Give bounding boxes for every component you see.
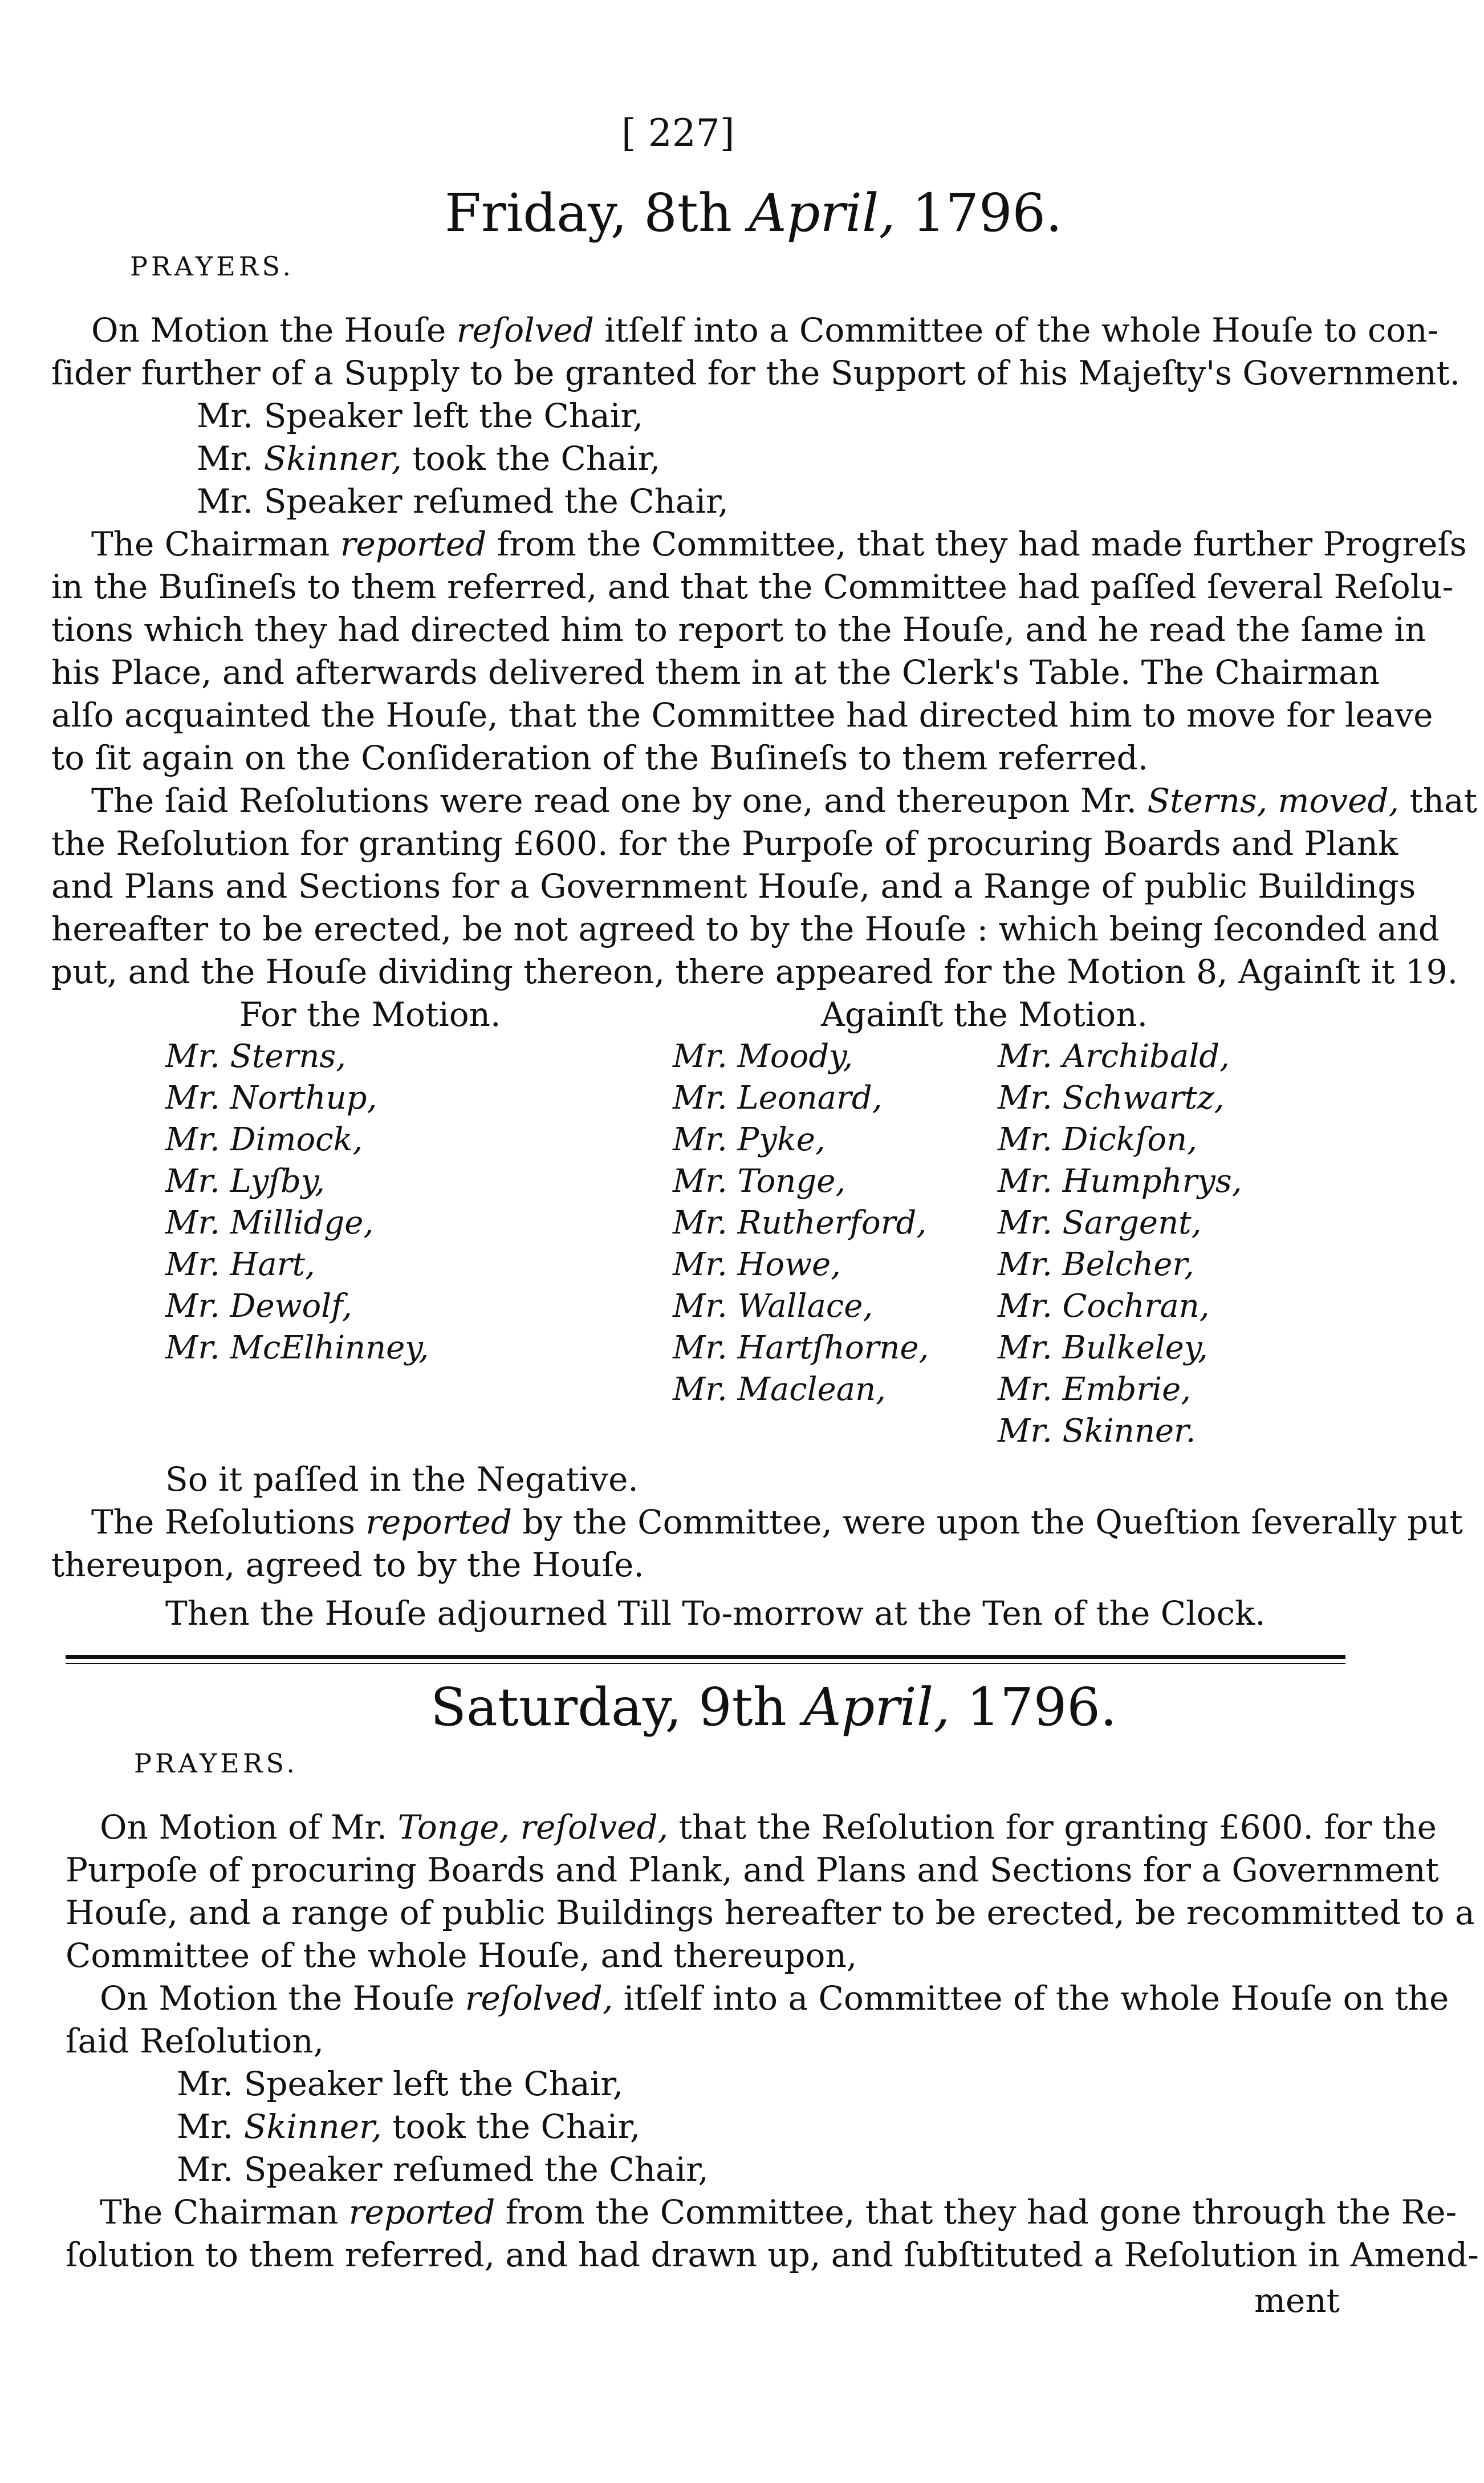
skinner-chair-line: Mr. Skinner, took the Chair, [197,439,661,478]
vote-name: Mr. Hartſhorne, [673,1329,929,1366]
saturday-paragraph-3-line: ſolution to them referred, and had drawn up, and ſubſtituted a Reſolution in Amend- [66,2235,1479,2274]
skinner-chair-line: Mr. Skinner, took the Chair, [177,2107,641,2146]
adjourned-line: Then the Houſe adjourned Till To-morrow at the Ten of the Clock. [165,1594,1266,1633]
page-number: [ 227] [621,111,735,155]
vote-name: Mr. Maclean, [673,1371,886,1408]
friday-heading: Friday, 8th April, 1796. [445,182,1063,244]
friday-paragraph-3-line: and Plans and Sections for a Government Houſe, and a Range of public Buildings [51,867,1416,906]
vote-name: Mr. Howe, [673,1246,841,1283]
friday-paragraph-2-line: to ſit again on the Conſideration of the Buſineſs to them referred. [51,739,1149,777]
vote-name: Mr. Embrie, [998,1371,1192,1408]
speaker-resumed-line: Mr. Speaker reſumed the Chair, [177,2150,709,2189]
vote-name: Mr. Northup, [165,1080,377,1117]
section-divider-thin [66,1663,1345,1664]
vote-name: Mr. Dickſon, [998,1121,1197,1158]
speaker-resumed-line: Mr. Speaker reſumed the Chair, [197,482,729,521]
friday-paragraph-2-line: The Chairman reported from the Committee, that they had made further Progreſs [91,525,1467,563]
vote-name: Mr. Dimock, [165,1121,363,1158]
friday-paragraph-3-line: the Reſolution for granting £600. for the Purpoſe of procuring Boards and Plank [51,824,1398,863]
vote-name: Mr. Tonge, [673,1163,846,1200]
vote-name: Mr. Humphrys, [998,1163,1242,1200]
saturday-paragraph-2-line: ſaid Reſolution, [66,2022,324,2060]
saturday-paragraph-1-line: Houſe, and a range of public Buildings hereafter to be erected, be recommitted to a [66,1893,1475,1932]
saturday-paragraph-3-line: The Chairman reported from the Committee, that they had gone through the Re- [100,2193,1457,2232]
vote-name: Mr. Sargent, [998,1204,1202,1242]
vote-name: Mr. Sterns, [165,1038,346,1075]
friday-paragraph-1-line: On Motion the Houſe reſolved itſelf into a Committee of the whole Houſe to con- [91,311,1439,350]
vote-name: Mr. Belcher, [998,1246,1194,1283]
vote-name: Mr. Rutherford, [673,1204,927,1242]
friday-paragraph-3-line: put, and the Houſe dividing thereon, there appeared for the Motion 8, Againſt it 19. [51,952,1458,991]
vote-name: Mr. Pyke, [673,1121,826,1158]
for-motion-header: For the Motion. [239,995,501,1034]
vote-name: Mr. Leonard, [673,1080,883,1117]
vote-name: Mr. Archibald, [998,1038,1230,1075]
vote-name: Mr. Lyſby, [165,1163,325,1200]
saturday-paragraph-2-line: On Motion the Houſe reſolved, itſelf into a Committee of the whole Houſe on the [100,1979,1449,2018]
vote-name: Mr. Dewolf, [165,1288,352,1325]
negative-line: So it paſſed in the Negative. [165,1460,639,1499]
saturday-paragraph-1-line: Committee of the whole Houſe, and thereupon, [66,1936,857,1975]
speaker-left-line: Mr. Speaker left the Chair, [177,2064,624,2103]
vote-name: Mr. Cochran, [998,1288,1210,1325]
against-motion-header: Againſt the Motion. [821,995,1148,1034]
saturday-paragraph-1-line: Purpoſe of procuring Boards and Plank, and Plans and Sections for a Government [66,1851,1439,1889]
vote-name: Mr. Millidge, [165,1204,374,1242]
friday-paragraph-4-line: thereupon, agreed to by the Houſe. [51,1545,644,1584]
friday-paragraph-3-line: hereafter to be erected, be not agreed to by the Houſe : which being ſeconded and [51,910,1440,948]
friday-paragraph-2-line: tions which they had directed him to report to the Houſe, and he read the ſame in [51,610,1426,649]
vote-name: Mr. Bulkeley, [998,1329,1208,1366]
friday-paragraph-4-line: The Reſolutions reported by the Committee, were upon the Queſtion ſeverally put [91,1503,1463,1541]
section-divider-thick [66,1655,1345,1659]
vote-name: Mr. Moody, [673,1038,853,1075]
speaker-left-line: Mr. Speaker left the Chair, [197,396,644,435]
friday-paragraph-2-line: alſo acquainted the Houſe, that the Committee had directed him to move for leave [51,696,1433,735]
prayers-label: PRAYERS. [130,251,295,282]
friday-paragraph-1-line: ſider further of a Supply to be granted for the Support of his Majeſty's Government. [51,354,1461,392]
saturday-heading: Saturday, 9th April, 1796. [430,1677,1117,1738]
saturday-paragraph-1-line: On Motion of Mr. Tonge, reſolved, that the Reſolution for granting £600. for the [100,1808,1437,1847]
friday-paragraph-3-line: The ſaid Reſolutions were read one by one, and thereupon Mr. Sterns, moved, that [91,781,1478,820]
vote-name: Mr. Wallace, [673,1288,873,1325]
vote-name: Mr. Skinner. [998,1413,1196,1450]
vote-name: Mr. Hart, [165,1246,315,1283]
vote-name: Mr. McElhinney, [165,1329,429,1366]
vote-name: Mr. Schwartz, [998,1080,1225,1117]
prayers-label: PRAYERS. [134,1748,299,1779]
catchword: ment [1254,2281,1340,2320]
friday-paragraph-2-line: in the Buſineſs to them referred, and that the Committee had paſſed ſeveral Reſolu- [51,567,1454,606]
friday-paragraph-2-line: his Place, and afterwards delivered them in at the Clerk's Table. The Chairman [51,653,1380,692]
